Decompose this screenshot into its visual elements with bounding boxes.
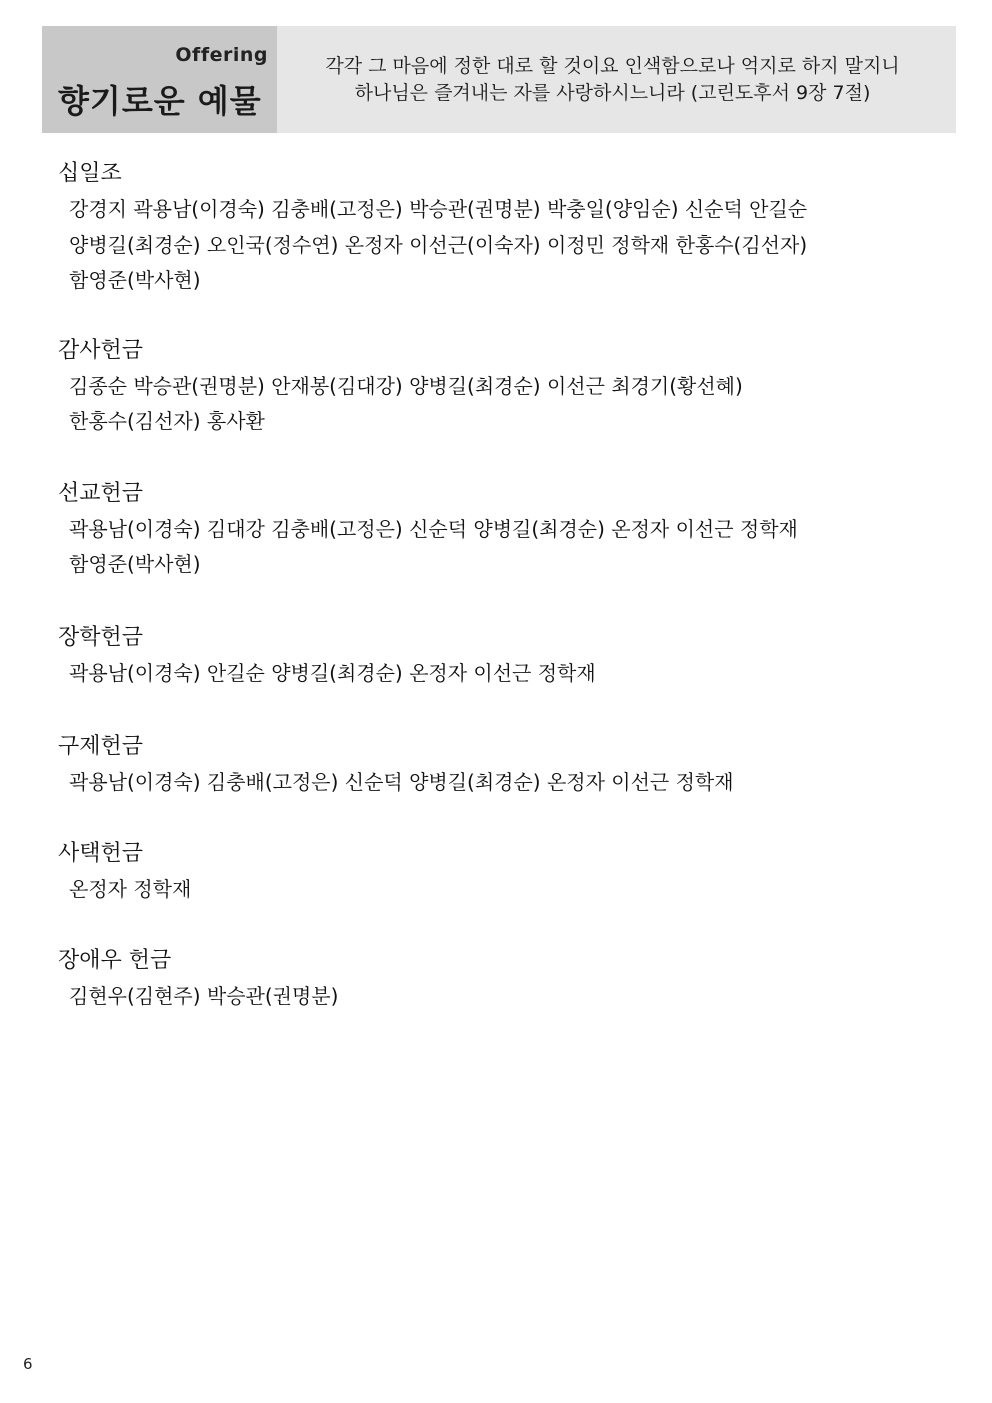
names-line: 곽용남(이경숙) 김충배(고정은) 신순덕 양병길(최경순) 온정자 이선근 정학재 <box>69 770 734 794</box>
names-line: 함영준(박사현) <box>69 268 201 292</box>
scripture-verse <box>277 26 956 133</box>
section-names <box>58 872 938 908</box>
names-line: 곽용남(이경숙) 안길순 양병길(최경순) 온정자 이선근 정학재 <box>69 660 596 685</box>
names-line: 온정자 정학재 <box>69 876 192 901</box>
verse-line-1: 각각 그 마음에 정한 대로 할 것이요 인색함으로나 억지로 하지 말지니 <box>325 54 900 77</box>
section-names <box>58 192 938 299</box>
section-relief <box>58 729 938 801</box>
title-english: Offering <box>175 44 268 66</box>
section-parsonage <box>58 836 938 908</box>
section-names <box>58 765 938 801</box>
section-names <box>58 369 938 440</box>
names-line: 한홍수(김선자) 홍사환 <box>69 409 265 433</box>
verse-line-2: 하나님은 즐겨내는 자를 사랑하시느니라 (고린도후서 9장 7절) <box>354 81 871 104</box>
section-title: 십일조 <box>58 161 122 186</box>
names-line: 김현우(김현주) 박승관(권명분) <box>69 984 339 1008</box>
title-box <box>42 26 277 133</box>
section-scholarship <box>58 620 938 692</box>
section-names <box>58 979 938 1015</box>
section-names <box>58 512 938 583</box>
section-title: 구제헌금 <box>58 734 144 759</box>
section-disability <box>58 943 938 1015</box>
section-mission <box>58 476 938 583</box>
title-korean: 향기로운 예물 <box>58 82 262 120</box>
section-thanksgiving <box>58 333 938 440</box>
names-line: 강경지 곽용남(이경숙) 김충배(고정은) 박승관(권명분) 박충일(양임순) 신순덕 안길순 <box>69 197 808 221</box>
section-title: 감사헌금 <box>58 337 144 363</box>
names-line: 양병길(최경순) 오인국(정수연) 온정자 이선근(이숙자) 이정민 정학재 한홍수(김선자) <box>69 232 808 257</box>
section-names <box>58 656 938 692</box>
names-line: 곽용남(이경숙) 김대강 김충배(고정은) 신순덕 양병길(최경순) 온정자 이선근 정학재 <box>69 516 798 541</box>
section-tithe <box>58 156 938 299</box>
section-title: 장애우 헌금 <box>58 948 172 973</box>
offering-sections <box>58 156 938 1015</box>
names-line: 김종순 박승관(권명분) 안재봉(김대강) 양병길(최경순) 이선근 최경기(황선혜) <box>69 373 743 398</box>
page-header <box>42 26 956 133</box>
section-title: 선교헌금 <box>58 480 144 506</box>
names-line: 함영준(박사현) <box>69 552 201 576</box>
page-number: 6 <box>23 1355 33 1373</box>
section-title: 사택헌금 <box>58 840 144 866</box>
section-title: 장학헌금 <box>58 624 144 650</box>
